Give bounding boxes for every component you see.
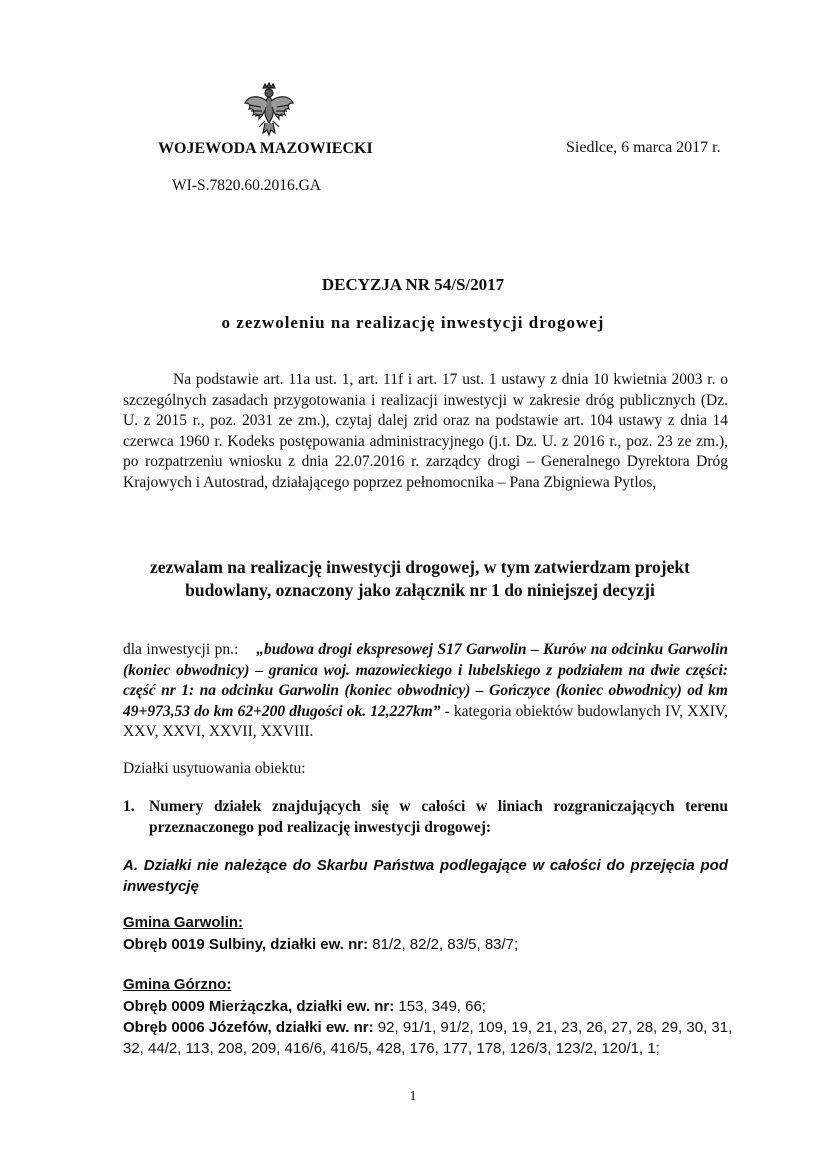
obreb-jozefow-line <box>123 1018 733 1059</box>
list-item-text: Numery działek znajdujących się w całości w liniach rozgraniczających terenu przeznaczonego pod realizację inwestycji drogowej: <box>149 798 728 836</box>
obreb-sulbiny-line <box>123 935 518 956</box>
place-date: Siedlce, 6 marca 2017 r. <box>566 139 721 156</box>
eagle-emblem-icon <box>241 81 297 143</box>
preamble-paragraph <box>123 370 728 494</box>
section-a-heading: A. Działki nie należące do Skarbu Państwa podlegające w całości do przejęcia pod inwestycję <box>123 857 728 895</box>
investment-suffix: - kategoria obiektów budowlanych IV, XXIV, XXV, XXVI, XXVII, XXVIII. <box>123 702 728 741</box>
obreb-label: Obręb 0019 Sulbiny, działki ew. nr: <box>123 936 369 953</box>
plots-label: Działki usytuowania obiektu: <box>123 760 306 777</box>
investment-name: „budowa drogi ekspresowej S17 Garwolin – Kurów na odcinku Garwolin (koniec obwodnicy) – granica woj. mazowieckiego i lubelskiego z podziałem na dwie części: część nr 1: na odcinku Garwolin (koniec obwodnicy) – Gończyce (koniec obwodnicy) od km 49+973,53 do km 62+200 długości ok. 12,227km” <box>123 641 728 720</box>
obreb-mierzaczka-line <box>123 997 486 1018</box>
page-number: 1 <box>409 1089 417 1104</box>
decision-subtitle: o zezwoleniu na realizację inwestycji drogowej <box>221 313 605 332</box>
plot-numbers: 153, 349, 66; <box>394 998 486 1015</box>
decision-title: DECYZJA NR 54/S/2017 <box>321 275 505 294</box>
issuer-name: WOJEWODA MAZOWIECKI <box>158 140 373 157</box>
obreb-label: Obręb 0006 Józefów, działki ew. nr: <box>123 1019 374 1036</box>
investment-prefix: dla inwestycji pn.: <box>123 641 239 658</box>
decision-statement: zezwalam na realizację inwestycji drogowej, w tym zatwierdzam projekt budowlany, oznaczony jako załącznik nr 1 do niniejszej decyzji <box>150 557 690 600</box>
plot-numbers: 81/2, 82/2, 83/5, 83/7; <box>368 936 519 953</box>
gmina-garwolin-heading: Gmina Garwolin: <box>123 914 244 931</box>
gmina-gorzno-heading: Gmina Górzno: <box>123 976 232 993</box>
reference-number: WI-S.7820.60.2016.GA <box>172 177 321 194</box>
list-item-1 <box>123 797 728 838</box>
plot-numbers: 92, 91/1, 91/2, 109, 19, 21, 23, 26, 27, 28, 29, 30, 31, 32, 44/2, 113, 208, 209, 416/6, 416/5, 428, 176, 177, 178, 126/3, 123/2, 120/1, 1; <box>123 1019 733 1057</box>
list-item-number: 1. <box>123 798 135 815</box>
obreb-label: Obręb 0009 Mierżączka, działki ew. nr: <box>123 998 395 1015</box>
investment-paragraph <box>123 640 728 743</box>
preamble-text: Na podstawie art. 11a ust. 1, art. 11f i art. 17 ust. 1 ustawy z dnia 10 kwietnia 2003 r. o szczególnych zasadach przygotowania i realizacji inwestycji w zakresie dróg publicznych (Dz. U. z 2015 r., poz. 2031 ze zm.), czytaj dalej zrid oraz na podstawie art. 104 ustawy z dnia 14 czerwca 1960 r. Kodeks postępowania administracyjnego (j.t. Dz. U. z 2016 r., poz. 23 ze zm.), po rozpatrzeniu wniosku z dnia 22.07.2016 r. zarządcy drogi – Generalnego Dyrektora Dróg Krajowych i Autostrad, działającego poprzez pełnomocnika – Pana Zbigniewa Pytlos, <box>123 371 728 491</box>
